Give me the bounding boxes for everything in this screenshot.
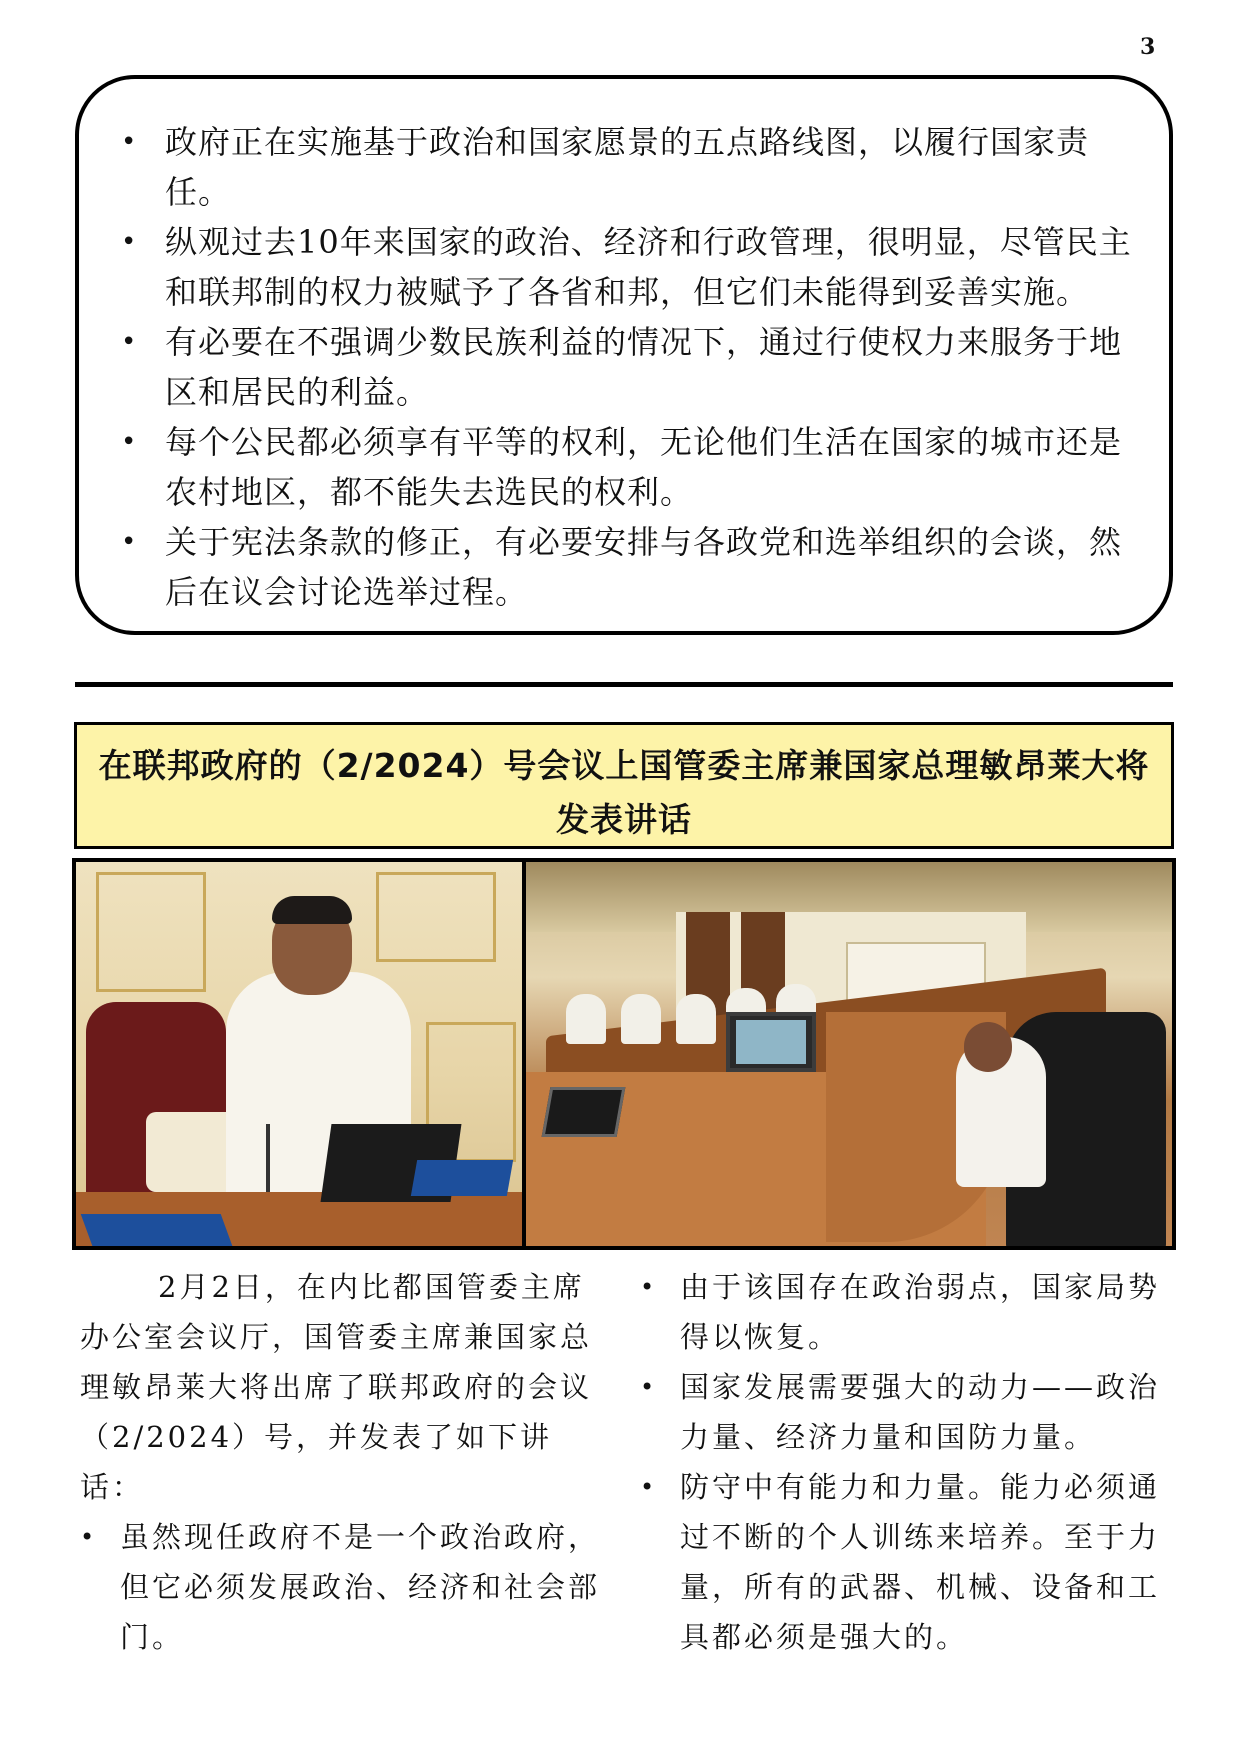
summary-list: [121, 117, 1133, 617]
photo-meeting-hall: [526, 862, 1172, 1246]
video-monitor-display: [736, 1020, 806, 1064]
article-point: • 国家发展需要强大的动力——政治力量、经济力量和国防力量。: [640, 1362, 1170, 1462]
headline-box: [74, 722, 1174, 849]
section-divider: [75, 682, 1173, 687]
summary-point: • 纵观过去10年来国家的政治、经济和行政管理，很明显，尽管民主和联邦制的权力被赋予了各省和邦，但它们未能得到妥善实施。: [121, 217, 1133, 317]
summary-point: • 有必要在不强调少数民族利益的情况下，通过行使权力来服务于地区和居民的利益。: [121, 317, 1133, 417]
summary-point: • 政府正在实施基于政治和国家愿景的五点路线图，以履行国家责任。: [121, 117, 1133, 217]
nameplate: [411, 1160, 513, 1196]
wall-panel: [376, 872, 496, 962]
speaker-hair: [272, 896, 352, 924]
article-points-left: [80, 1512, 605, 1662]
summary-box: [75, 75, 1173, 635]
summary-point: • 关于宪法条款的修正，有必要安排与各政党和选举组织的会谈，然后在议会讨论选举过程。: [121, 517, 1133, 617]
photo-frame: [72, 858, 1176, 1250]
photo-speaker: [76, 862, 522, 1246]
article-intro: 2月2日，在内比都国管委主席办公室会议厅，国管委主席兼国家总理敏昂莱大将出席了联邦政府的会议（2/2024）号，并发表了如下讲话：: [80, 1270, 593, 1504]
attendee-foreground-head: [964, 1022, 1012, 1072]
tablet: [542, 1087, 626, 1137]
article-point: • 由于该国存在政治弱点，国家局势得以恢复。: [640, 1262, 1170, 1362]
article-points-right: [640, 1262, 1170, 1662]
wall-panel: [96, 872, 206, 992]
attendee: [621, 994, 661, 1044]
headline: 在联邦政府的（2/2024）号会议上国管委主席兼国家总理敏昂莱大将发表讲话: [98, 746, 1150, 839]
article-column-left: [80, 1262, 605, 1662]
page-number: 3: [1140, 34, 1156, 60]
summary-point: • 每个公民都必须享有平等的权利，无论他们生活在国家的城市还是农村地区，都不能失去选民的权利。: [121, 417, 1133, 517]
nameplate: [81, 1214, 236, 1246]
article-point: • 虽然现任政府不是一个政治政府，但它必须发展政治、经济和社会部门。: [80, 1512, 605, 1662]
attendee: [676, 994, 716, 1044]
article-column-right: [640, 1262, 1170, 1662]
article-point: • 防守中有能力和力量。能力必须通过不断的个人训练来培养。至于力量，所有的武器、机械、设备和工具都必须是强大的。: [640, 1462, 1170, 1662]
attendee: [566, 994, 606, 1044]
